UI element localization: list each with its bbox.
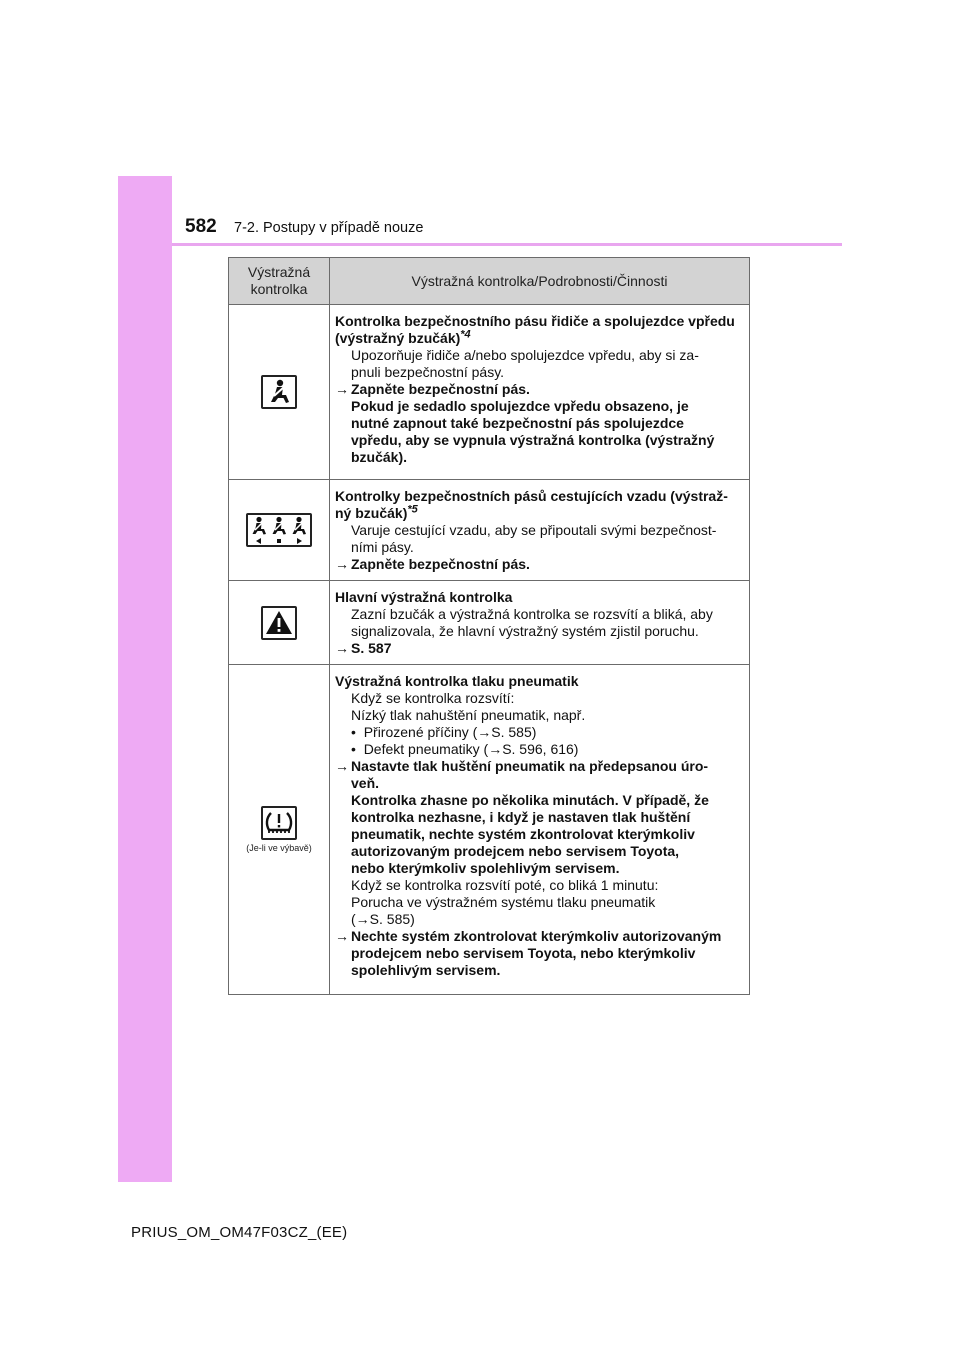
- column-header-light: Výstražná kontrolka: [229, 258, 330, 305]
- warning-lights-table: [228, 257, 750, 995]
- action-line: → Zapněte bezpečnostní pás.: [335, 381, 530, 397]
- bullet-item: • Defekt pneumatiky (→S. 596, 616): [351, 741, 579, 757]
- page-number: 582: [185, 216, 217, 237]
- master-warning-icon: [261, 606, 297, 640]
- row-title: Výstražná kontrolka tlaku pneumatik: [335, 673, 579, 689]
- seatbelt-rear-icon: [246, 513, 312, 547]
- tire-pressure-icon: [261, 806, 297, 840]
- icon-cell: [229, 581, 330, 665]
- row-text-tire-pressure: Výstražná kontrolka tlaku pneumatik Když se kontrolka rozsvítí: Nízký tlak nahuštění pneumatik, např. • Přirozené příčiny (→S. 585) • Defekt pneumatiky (→S. 596, 616) → Nastavte tlak huštění pneumatik na předepsanou úro- veň. Kontrolka zhasne po několika minutách. V případě, že kontrolka nezhasne, i když je nastaven tlak huštění pneumatik, nechte systém zkontrolovat kterýmkoliv autorizovaným prodejcem nebo servisem Toyota, nebo kterýmkoliv spolehlivým servisem. Když se kontrolka rozsvítí poté, co bliká 1 minutu: Porucha ve výstražném systému tlaku pneumatik (→S. 585) → Nechte systém zkontrolovat kterýmkoliv autorizovaným prodejcem nebo servisem Toyota, nebo kterýmkoliv spolehlivým servisem.: [330, 665, 750, 995]
- icon-cell: [229, 665, 330, 995]
- header-rule: [172, 243, 842, 246]
- row-title: Hlavní výstražná kontrolka: [335, 589, 513, 605]
- column-header-details: Výstražná kontrolka/Podrobnosti/Činnosti: [330, 258, 750, 305]
- icon-cell: [229, 480, 330, 581]
- row-text-master-warning: Hlavní výstražná kontrolka Zazní bzučák a výstražná kontrolka se rozsvítí a bliká, aby signalizovala, že hlavní výstražný systém zjistil poruchu. → S. 587: [330, 581, 750, 665]
- side-strip: [118, 176, 172, 1182]
- icon-cell: [229, 305, 330, 480]
- table-row: [229, 665, 750, 995]
- row-title: Kontrolky bezpečnostních pásů cestujících vzadu (výstraž-: [335, 488, 728, 504]
- table-row: [229, 581, 750, 665]
- row-text-seatbelt-rear: Kontrolky bezpečnostních pásů cestujících vzadu (výstraž- ný bzučák)$^{*5}$ Varuje cestující vzadu, aby se připoutali svými bezpečnost- ními pásy. → Zapněte bezpečnostní pás.: [330, 480, 750, 581]
- action-line: → S. 587: [335, 640, 392, 656]
- row-text-seatbelt-front: Kontrolka bezpečnostního pásu řidiče a spolujezdce vpředu (výstražný bzučák)$^{*4}$ Upozorňuje řidiče a/nebo spolujezdce vpředu, aby si za- pnuli bezpečnostní pásy. → Zapněte bezpečnostní pás. Pokud je sedadlo spolujezdce vpředu obsazeno, je nutné zapnout také bezpečnostní pás spolujezdce vpředu, aby se vypnula výstražná kontrolka (výstražný bzučák).: [330, 305, 750, 480]
- row-title: Kontrolka bezpečnostního pásu řidiče a spolujezdce vpředu (výstražný bzučák)$^{*4}$: [335, 313, 735, 346]
- action-line: → Nechte systém zkontrolovat kterýmkoliv autorizovaným: [335, 928, 722, 944]
- action-line: → Zapněte bezpečnostní pás.: [335, 556, 530, 572]
- icon-availability-note: (Je-li ve výbavě): [246, 843, 312, 853]
- row-title-cont: ný bzučák)$^{*5}$: [335, 503, 418, 521]
- action-line: → Nastavte tlak huštění pneumatik na předepsanou úro-: [335, 758, 709, 774]
- seatbelt-front-icon: [261, 375, 297, 409]
- table-row: [229, 480, 750, 581]
- footer-document-code: PRIUS_OM_OM47F03CZ_(EE): [131, 1224, 348, 1241]
- reference-line: (→S. 585): [351, 911, 415, 927]
- bullet-item: • Přirozené příčiny (→S. 585): [351, 724, 537, 740]
- table-header-row: [229, 258, 750, 305]
- table-row: [229, 305, 750, 480]
- section-title: 7-2. Postupy v případě nouze: [234, 220, 424, 236]
